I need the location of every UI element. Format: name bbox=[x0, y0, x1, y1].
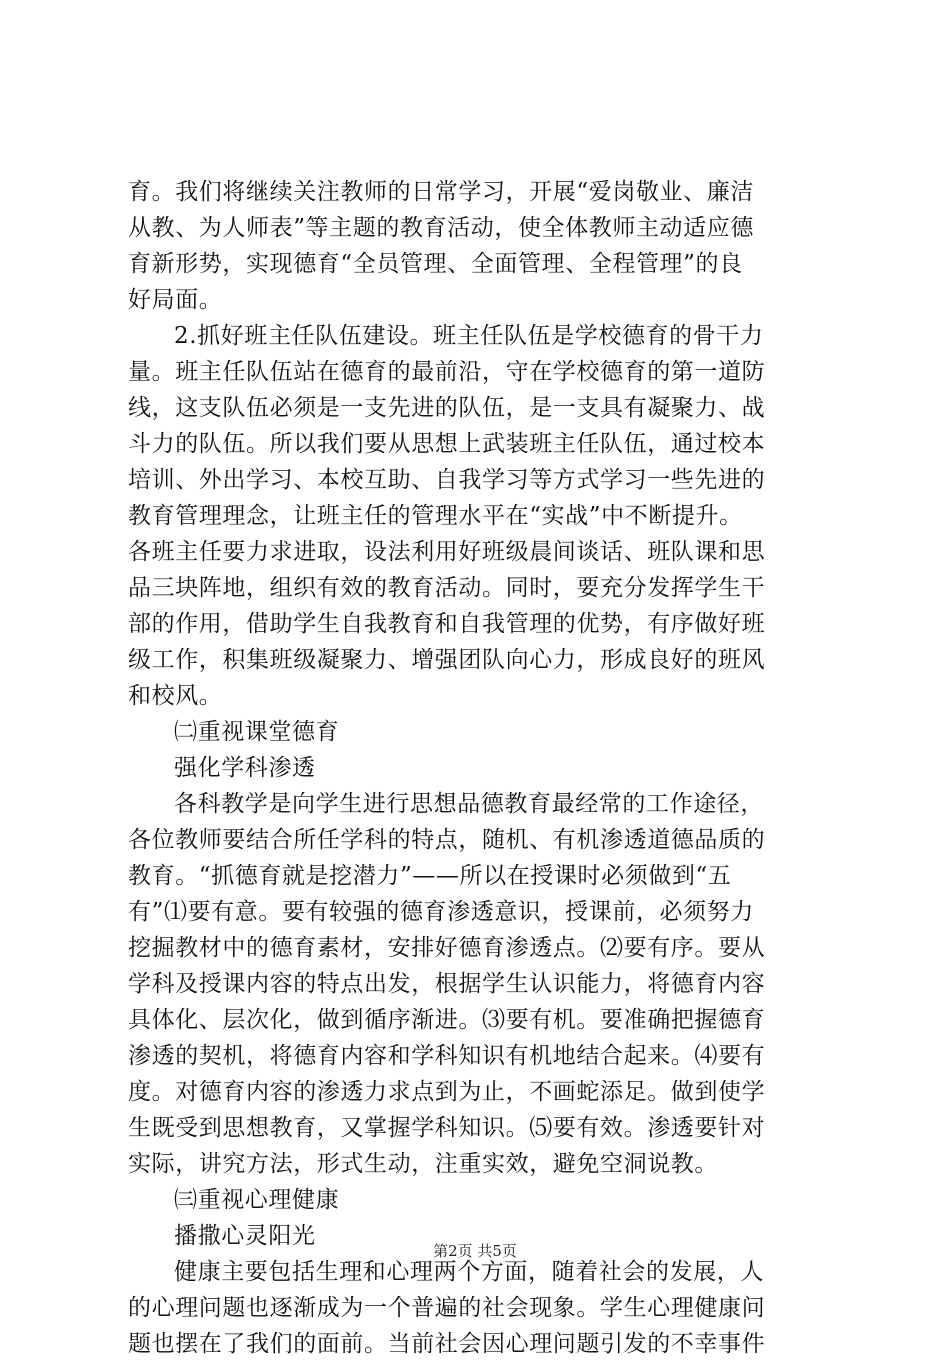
text-line: 具体化、层次化，做到循序渐进。⑶要有机。要准确把握德育 bbox=[128, 1007, 766, 1033]
text-line: 学科及授课内容的特点出发，根据学生认识能力，将德育内容 bbox=[128, 971, 766, 997]
text-line: 实际，讲究方法，形式生动，注重实效，避免空洞说教。 bbox=[128, 1151, 718, 1177]
text-line: 教育。“抓德育就是挖潜力”——所以在授课时必须做到“五 bbox=[128, 863, 732, 889]
text-line: 培训、外出学习、本校互助、自我学习等方式学习一些先进的 bbox=[128, 467, 766, 493]
text-line: 部的作用，借助学生自我教育和自我管理的优势，有序做好班 bbox=[128, 611, 766, 637]
text-line: 育新形势，实现德育“全员管理、全面管理、全程管理”的良 bbox=[128, 251, 743, 277]
page-number-footer: 第2页 共5页 bbox=[433, 1242, 517, 1260]
text-line: 健康主要包括生理和心理两个方面，随着社会的发展，人 bbox=[174, 1259, 764, 1285]
text-line: 度。对德育内容的渗透力求点到为止，不画蛇添足。做到使学 bbox=[128, 1079, 766, 1105]
text-line: 题也摆在了我们的面前。当前社会因心理问题引发的不幸事件 bbox=[128, 1331, 766, 1357]
text-line: 和校风。 bbox=[128, 683, 223, 709]
text-line: 从教、为人师表”等主题的教育活动，使全体教师主动适应德 bbox=[128, 215, 754, 241]
text-line: 量。班主任队伍站在德育的最前沿，守在学校德育的第一道防 bbox=[128, 359, 766, 385]
text-line: 2.抓好班主任队伍建设。班主任队伍是学校德育的骨干力 bbox=[174, 323, 764, 349]
text-line: 各班主任要力求进取，设法利用好班级晨间谈话、班队课和思 bbox=[128, 539, 766, 565]
text-line: ㈡重视课堂德育 bbox=[174, 719, 340, 745]
text-line: 育。我们将继续关注教师的日常学习，开展“爱岗敬业、廉洁 bbox=[128, 179, 754, 205]
text-line: 品三块阵地，组织有效的教育活动。同时，要充分发挥学生干 bbox=[128, 575, 766, 601]
document-body bbox=[128, 174, 832, 1362]
text-line: 挖掘教材中的德育素材，安排好德育渗透点。⑵要有序。要从 bbox=[128, 935, 766, 961]
text-line: 生既受到思想教育，又掌握学科知识。⑸要有效。渗透要针对 bbox=[128, 1115, 766, 1141]
text-line: 的心理问题也逐渐成为一个普遍的社会现象。学生心理健康问 bbox=[128, 1295, 766, 1321]
text-line: 好局面。 bbox=[128, 287, 223, 313]
text-line: ㈢重视心理健康 bbox=[174, 1187, 340, 1213]
text-line: 渗透的契机，将德育内容和学科知识有机地结合起来。⑷要有 bbox=[128, 1043, 766, 1069]
text-line: 各位教师要结合所任学科的特点，随机、有机渗透道德品质的 bbox=[128, 827, 766, 853]
text-line: 线，这支队伍必须是一支先进的队伍，是一支具有凝聚力、战 bbox=[128, 395, 766, 421]
text-line: 播撒心灵阳光 bbox=[174, 1223, 316, 1249]
text-line: 斗力的队伍。所以我们要从思想上武装班主任队伍，通过校本 bbox=[128, 431, 766, 457]
text-line: 有”⑴要有意。要有较强的德育渗透意识，授课前，必须努力 bbox=[128, 899, 754, 925]
text-line: 强化学科渗透 bbox=[174, 755, 316, 781]
text-line: 级工作，积集班级凝聚力、增强团队向心力，形成良好的班风 bbox=[128, 647, 766, 673]
text-line: 各科教学是向学生进行思想品德教育最经常的工作途径， bbox=[174, 791, 764, 817]
text-line: 教育管理理念，让班主任的管理水平在“实战”中不断提升。 bbox=[128, 503, 743, 529]
